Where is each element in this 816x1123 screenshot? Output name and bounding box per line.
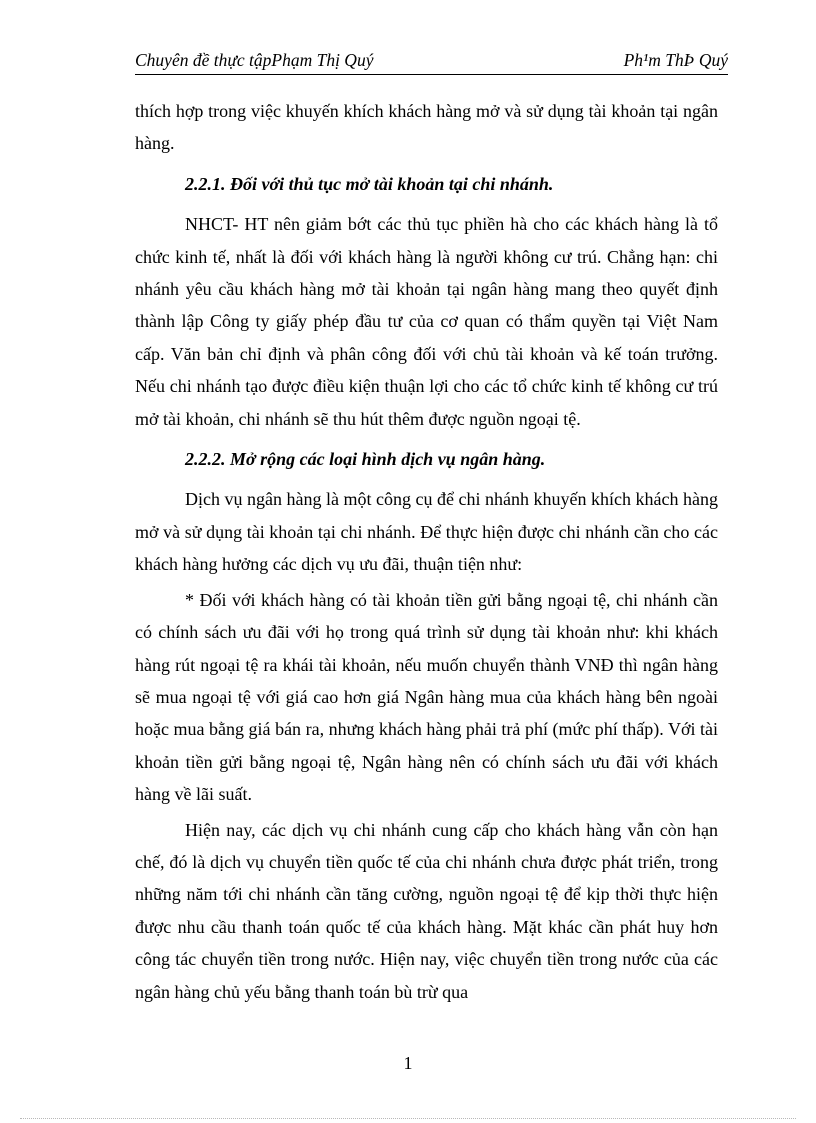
section-heading-2-2-2: 2.2.2. Mở rộng các loại hình dịch vụ ngân hàng. [185, 449, 546, 470]
document-body [135, 95, 718, 1011]
paragraph-continuation: thích hợp trong việc khuyến khích khách hàng mở và sử dụng tài khoản tại ngân hàng. [135, 101, 718, 154]
page-edge-divider [20, 1118, 796, 1119]
page-header [135, 48, 728, 75]
header-right-text: Ph¹m ThÞ Quý [623, 50, 728, 70]
page-number: 1 [403, 1053, 413, 1073]
paragraph-banking-services: Dịch vụ ngân hàng là một công cụ để chi nhánh khuyến khích khách hàng mở và sử dụng tài khoản tại chi nhánh. Để thực hiện được chi nhánh cần cho các khách hàng hưởng các dịch vụ ưu đãi, thuận tiện như: [135, 489, 718, 575]
section-heading-2-2-1: 2.2.1. Đối với thủ tục mở tài khoản tại chi nhánh. [185, 173, 554, 194]
header-left-text: Chuyên đề thực tậpPhạm Thị Quý [135, 50, 374, 70]
paragraph-account-procedures: NHCT- HT nên giảm bớt các thủ tục phiền hà cho các khách hàng là tổ chức kinh tế, nhất là đối với khách hàng là người không cư trú. Chẳng hạn: chi nhánh yêu cầu khách hàng mở tài khoản tại ngân hàng mang theo quyết định thành lập Công ty giấy phép đầu tư của cơ quan có thẩm quyền tại Việt Nam cấp. Văn bản chỉ định và phân công đối với chủ tài khoản và kế toán trưởng. Nếu chi nhánh tạo được điều kiện thuận lợi cho các tổ chức kinh tế không cư trú mở tài khoản, chi nhánh sẽ thu hút thêm được nguồn ngoại tệ. [135, 214, 718, 429]
paragraph-current-services: Hiện nay, các dịch vụ chi nhánh cung cấp cho khách hàng vẫn còn hạn chế, đó là dịch vụ chuyển tiền quốc tế của chi nhánh chưa được phát triển, trong những năm tới chi nhánh cần tăng cường, nguồn ngoại tệ để kịp thời thực hiện được nhu cầu thanh toán quốc tế của khách hàng. Mặt khác cần phát huy hơn công tác chuyển tiền trong nước. Hiện nay, việc chuyển tiền trong nước của các ngân hàng chủ yếu bằng thanh toán bù trừ qua [135, 819, 718, 1002]
paragraph-foreign-currency-accounts: * Đối với khách hàng có tài khoản tiền gửi bằng ngoại tệ, chi nhánh cần có chính sách ưu đãi với họ trong quá trình sử dụng tài khoản như: khi khách hàng rút ngoại tệ ra khái tài khoản, nếu muốn chuyển thành VNĐ thì ngân hàng sẽ mua ngoại tệ với giá cao hơn giá Ngân hàng mua của khách hàng bên ngoài hoặc mua bằng giá bán ra, nhưng khách hàng phải trả phí (mức phí thấp). Với tài khoản tiền gửi bằng ngoại tệ, Ngân hàng nên có chính sách ưu đãi với khách hàng về lãi suất. [135, 589, 718, 805]
